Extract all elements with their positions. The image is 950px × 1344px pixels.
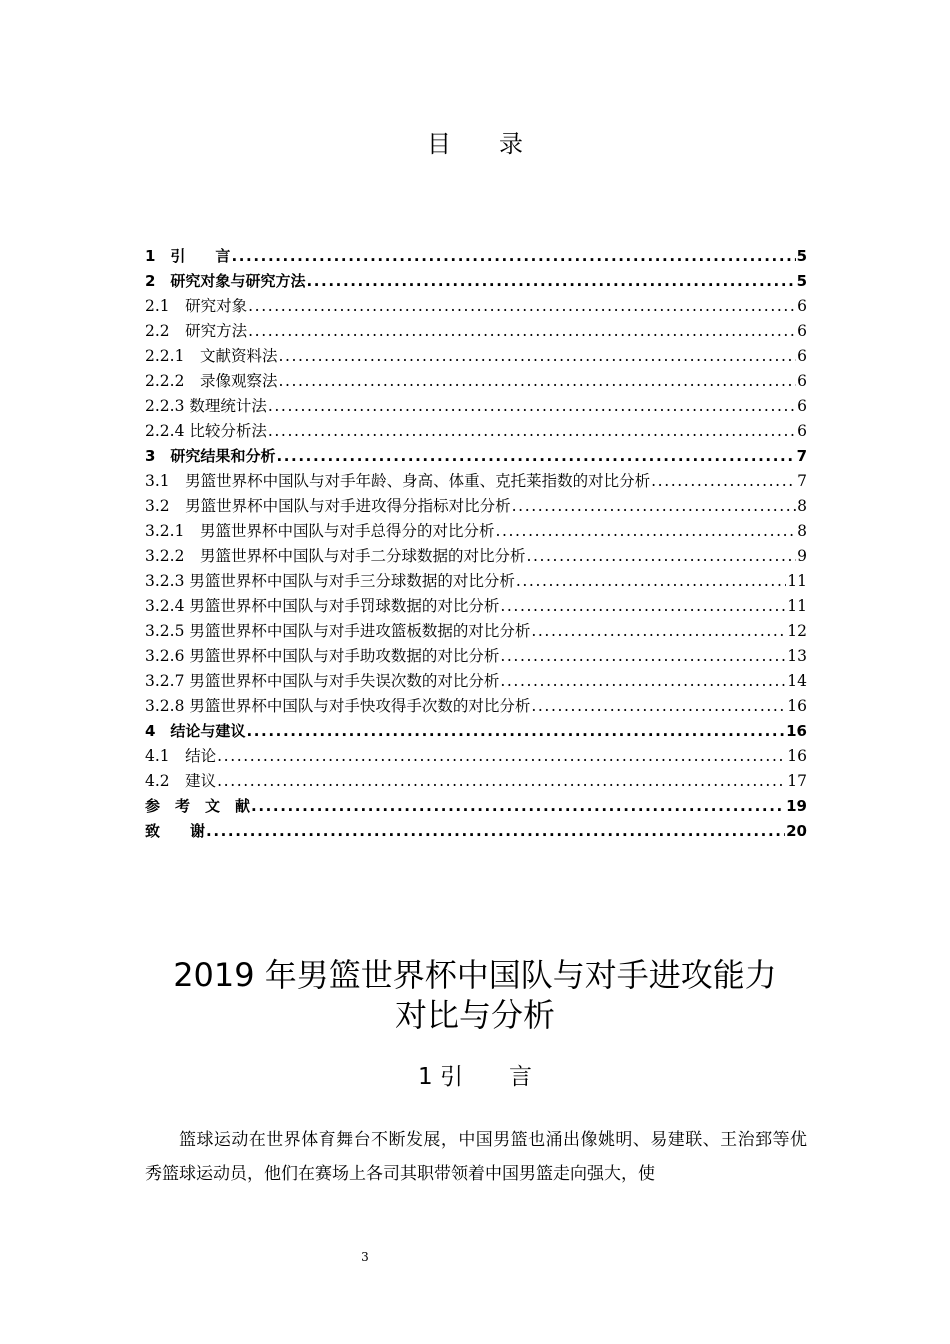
toc-leader-dots <box>306 269 795 294</box>
table-of-contents <box>145 244 807 844</box>
toc-entry[interactable] <box>145 319 807 344</box>
toc-entry-page: 6 <box>797 297 807 315</box>
toc-entry-text: 2 研究对象与研究方法 <box>145 272 306 290</box>
toc-entry-text: 4.2 建议 <box>145 772 217 790</box>
toc-entry-text: 2.2.2 录像观察法 <box>145 372 278 390</box>
toc-leader-dots <box>531 694 786 719</box>
toc-leader-dots <box>251 794 785 819</box>
toc-entry-text: 3.2.3 男篮世界杯中国队与对手三分球数据的对比分析 <box>145 572 515 590</box>
toc-entry-page: 20 <box>786 822 807 840</box>
toc-entry-page: 16 <box>786 722 807 740</box>
toc-leader-dots <box>278 369 796 394</box>
toc-entry[interactable] <box>145 769 807 794</box>
toc-leader-dots <box>516 569 786 594</box>
toc-entry[interactable] <box>145 469 807 494</box>
toc-entry-text: 3.2.6 男篮世界杯中国队与对手助攻数据的对比分析 <box>145 647 500 665</box>
toc-entry[interactable] <box>145 344 807 369</box>
toc-entry-text: 1 引 言 <box>145 247 231 265</box>
toc-leader-dots <box>217 769 786 794</box>
toc-entry[interactable] <box>145 444 807 469</box>
toc-entry-page: 9 <box>797 547 807 565</box>
toc-leader-dots <box>512 494 796 519</box>
toc-entry-page: 8 <box>797 497 807 515</box>
toc-entry-page: 6 <box>797 397 807 415</box>
toc-leader-dots <box>651 469 796 494</box>
document-title <box>0 955 950 1035</box>
toc-entry-page: 7 <box>796 447 807 465</box>
toc-entry-text: 3.2.1 男篮世界杯中国队与对手总得分的对比分析 <box>145 522 495 540</box>
toc-entry-page: 11 <box>787 572 807 590</box>
toc-entry-text: 3.2.8 男篮世界杯中国队与对手快攻得手次数的对比分析 <box>145 697 531 715</box>
toc-entry-page: 17 <box>787 772 807 790</box>
toc-leader-dots <box>276 444 795 469</box>
toc-entry[interactable] <box>145 369 807 394</box>
toc-entry-page: 19 <box>786 797 807 815</box>
toc-leader-dots <box>268 394 796 419</box>
toc-entry[interactable] <box>145 294 807 319</box>
toc-entry-text: 2.2.4 比较分析法 <box>145 422 267 440</box>
toc-leader-dots <box>231 244 795 269</box>
toc-entry-page: 14 <box>787 672 807 690</box>
toc-entry[interactable] <box>145 569 807 594</box>
toc-entry-text: 参 考 文 献 <box>145 797 251 815</box>
toc-entry-text: 3.2.4 男篮世界杯中国队与对手罚球数据的对比分析 <box>145 597 500 615</box>
body-paragraph: 篮球运动在世界体育舞台不断发展，中国男篮也涌出像姚明、易建联、王治郅等优秀篮球运动员，他们在赛场上各司其职带领着中国男篮走向强大，使 <box>145 1130 807 1184</box>
toc-entry[interactable] <box>145 644 807 669</box>
toc-entry-page: 16 <box>787 697 807 715</box>
toc-entry-text: 4 结论与建议 <box>145 722 246 740</box>
toc-entry-page: 16 <box>787 747 807 765</box>
toc-entry[interactable] <box>145 744 807 769</box>
toc-leader-dots <box>206 819 785 844</box>
toc-entry-page: 6 <box>797 422 807 440</box>
toc-entry[interactable] <box>145 244 807 269</box>
toc-entry-page: 8 <box>797 522 807 540</box>
toc-entry[interactable] <box>145 519 807 544</box>
toc-leader-dots <box>500 669 786 694</box>
toc-entry-text: 3.1 男篮世界杯中国队与对手年龄、身高、体重、克托莱指数的对比分析 <box>145 472 651 490</box>
toc-entry[interactable] <box>145 619 807 644</box>
toc-entry-text: 2.1 研究对象 <box>145 297 248 315</box>
toc-entry-text: 3.2 男篮世界杯中国队与对手进攻得分指标对比分析 <box>145 497 511 515</box>
toc-entry[interactable] <box>145 494 807 519</box>
toc-leader-dots <box>526 544 796 569</box>
section-heading: 1 引 言 <box>418 1064 532 1090</box>
toc-entry-page: 12 <box>787 622 807 640</box>
toc-leader-dots <box>500 644 786 669</box>
toc-entry-text: 3.2.2 男篮世界杯中国队与对手二分球数据的对比分析 <box>145 547 526 565</box>
toc-entry[interactable] <box>145 269 807 294</box>
toc-entry-text: 4.1 结论 <box>145 747 217 765</box>
toc-entry[interactable] <box>145 669 807 694</box>
toc-entry-page: 13 <box>787 647 807 665</box>
toc-entry[interactable] <box>145 694 807 719</box>
toc-entry[interactable] <box>145 594 807 619</box>
toc-entry[interactable] <box>145 719 807 744</box>
toc-leader-dots <box>268 419 796 444</box>
toc-entry-text: 2.2.1 文献资料法 <box>145 347 278 365</box>
toc-leader-dots <box>500 594 786 619</box>
toc-leader-dots <box>217 744 786 769</box>
toc-entry-text: 致 谢 <box>145 822 206 840</box>
toc-leader-dots <box>278 344 796 369</box>
toc-title: 目 录 <box>427 130 523 158</box>
toc-entry-page: 5 <box>796 272 807 290</box>
toc-leader-dots <box>495 519 796 544</box>
page-number: 3 <box>361 1250 369 1264</box>
toc-leader-dots <box>246 719 785 744</box>
toc-entry-text: 3 研究结果和分析 <box>145 447 276 465</box>
toc-entry-page: 11 <box>787 597 807 615</box>
toc-entry-text: 2.2.3 数理统计法 <box>145 397 267 415</box>
toc-entry-page: 5 <box>796 247 807 265</box>
toc-entry-text: 3.2.5 男篮世界杯中国队与对手进攻篮板数据的对比分析 <box>145 622 531 640</box>
toc-entry[interactable] <box>145 544 807 569</box>
toc-entry-page: 6 <box>797 322 807 340</box>
toc-entry[interactable] <box>145 819 807 844</box>
toc-entry[interactable] <box>145 419 807 444</box>
document-title-line-1: 2019 年男篮世界杯中国队与对手进攻能力 <box>173 956 777 994</box>
toc-leader-dots <box>248 294 796 319</box>
toc-entry-text: 3.2.7 男篮世界杯中国队与对手失误次数的对比分析 <box>145 672 500 690</box>
toc-entry-text: 2.2 研究方法 <box>145 322 248 340</box>
toc-entry[interactable] <box>145 394 807 419</box>
document-title-line-2: 对比与分析 <box>394 996 555 1034</box>
toc-entry-page: 6 <box>797 372 807 390</box>
toc-leader-dots <box>248 319 796 344</box>
toc-entry[interactable] <box>145 794 807 819</box>
toc-entry-page: 6 <box>797 347 807 365</box>
toc-entry-page: 7 <box>797 472 807 490</box>
toc-leader-dots <box>531 619 786 644</box>
